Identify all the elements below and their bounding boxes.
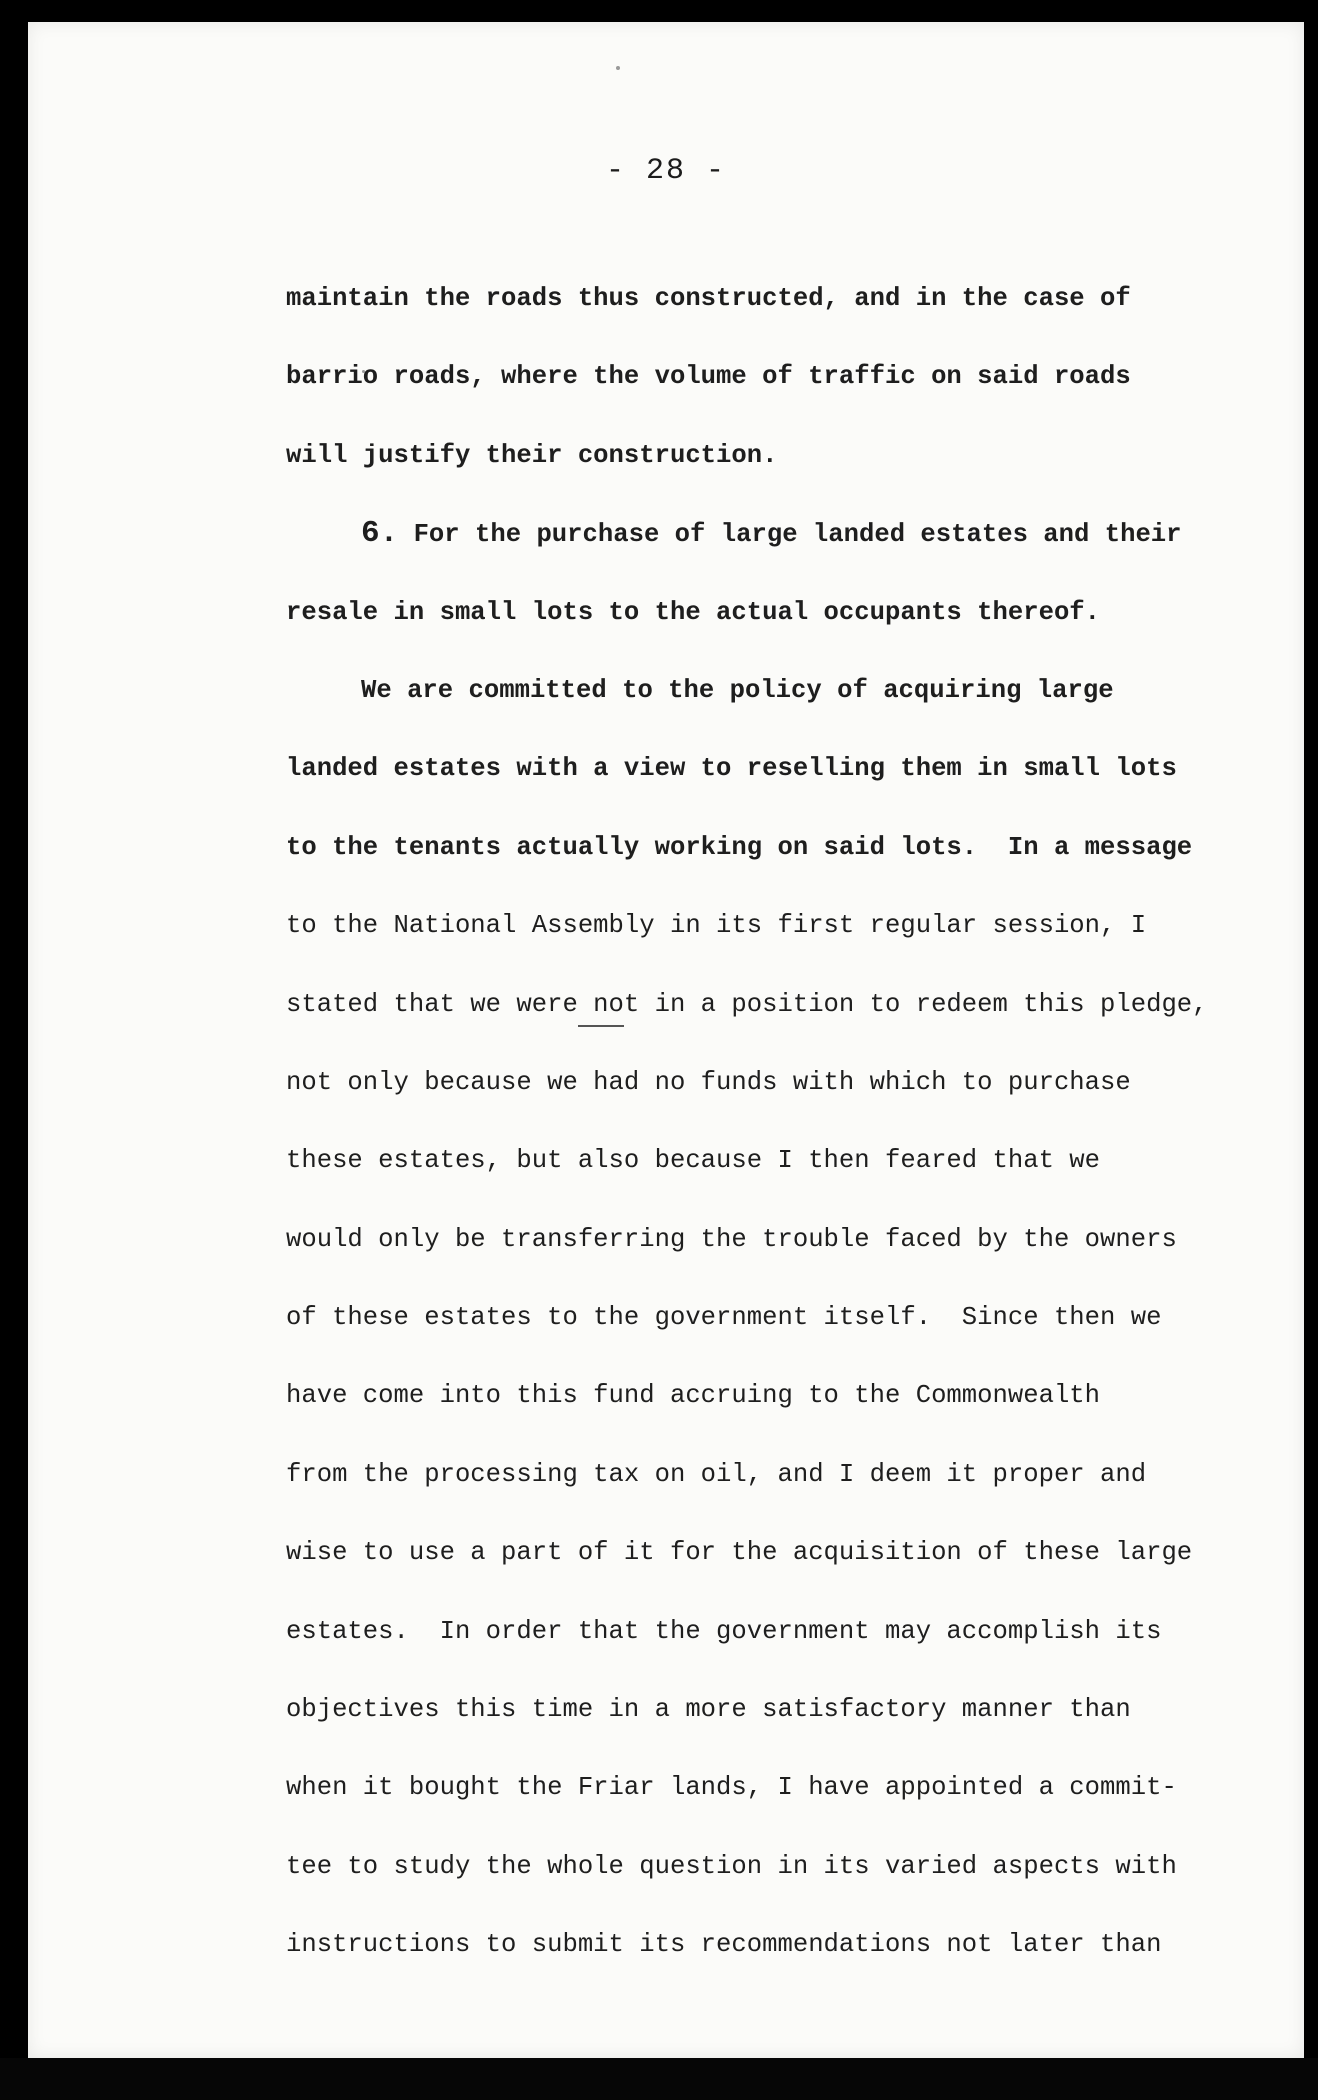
text-line: maintain the roads thus constructed, and in the case of bbox=[286, 284, 1131, 313]
item-heading-line bbox=[286, 495, 1276, 573]
text-line: barrio roads, where the volume of traffic on said roads bbox=[286, 362, 1131, 392]
text-line: of these estates to the government itself. Since then we bbox=[286, 1303, 1162, 1333]
document-page bbox=[28, 22, 1304, 2058]
page-number: - 28 - bbox=[605, 154, 727, 188]
text-line: not only because we had no funds with which to purchase bbox=[286, 1067, 1131, 1097]
paragraph-start-line: We are committed to the policy of acquiring large bbox=[361, 675, 1114, 705]
text-line: wise to use a part of it for the acquisition of these large bbox=[286, 1538, 1193, 1568]
text-line: to the tenants actually working on said lots. In a message bbox=[286, 832, 1193, 862]
text-line: resale in small lots to the actual occupants thereof. bbox=[286, 597, 1101, 627]
text-line: instructions to submit its recommendations not later than bbox=[286, 1930, 1162, 1960]
text-line: tee to study the whole question in its varied aspects with bbox=[286, 1851, 1177, 1881]
body-text bbox=[286, 260, 1276, 1985]
text-line: when it bought the Friar lands, I have appointed a commit- bbox=[286, 1773, 1177, 1803]
scan-bottom-edge bbox=[0, 2058, 1318, 2100]
text-line: have come into this fund accruing to the Commonwealth bbox=[286, 1381, 1101, 1411]
item-heading-text: For the purchase of large landed estates and their bbox=[413, 520, 1182, 550]
text-line: would only be transferring the trouble faced by the owners bbox=[286, 1224, 1177, 1254]
text-line: stated that we were not in a position to redeem this pledge, bbox=[286, 989, 1208, 1019]
text-line: will justify their construction. bbox=[286, 440, 778, 470]
text-line: to the National Assembly in its first regular session, I bbox=[286, 911, 1147, 941]
text-line: landed estates with a view to reselling them in small lots bbox=[286, 754, 1177, 784]
text-line: estates. In order that the government may accomplish its bbox=[286, 1616, 1162, 1646]
text-line: objectives this time in a more satisfactory manner than bbox=[286, 1695, 1131, 1725]
text-line: these estates, but also because I then feared that we bbox=[286, 1146, 1101, 1176]
paper-speck bbox=[616, 66, 620, 70]
text-line: from the processing tax on oil, and I deem it proper and bbox=[286, 1459, 1147, 1489]
item-number: 6. bbox=[361, 516, 399, 552]
